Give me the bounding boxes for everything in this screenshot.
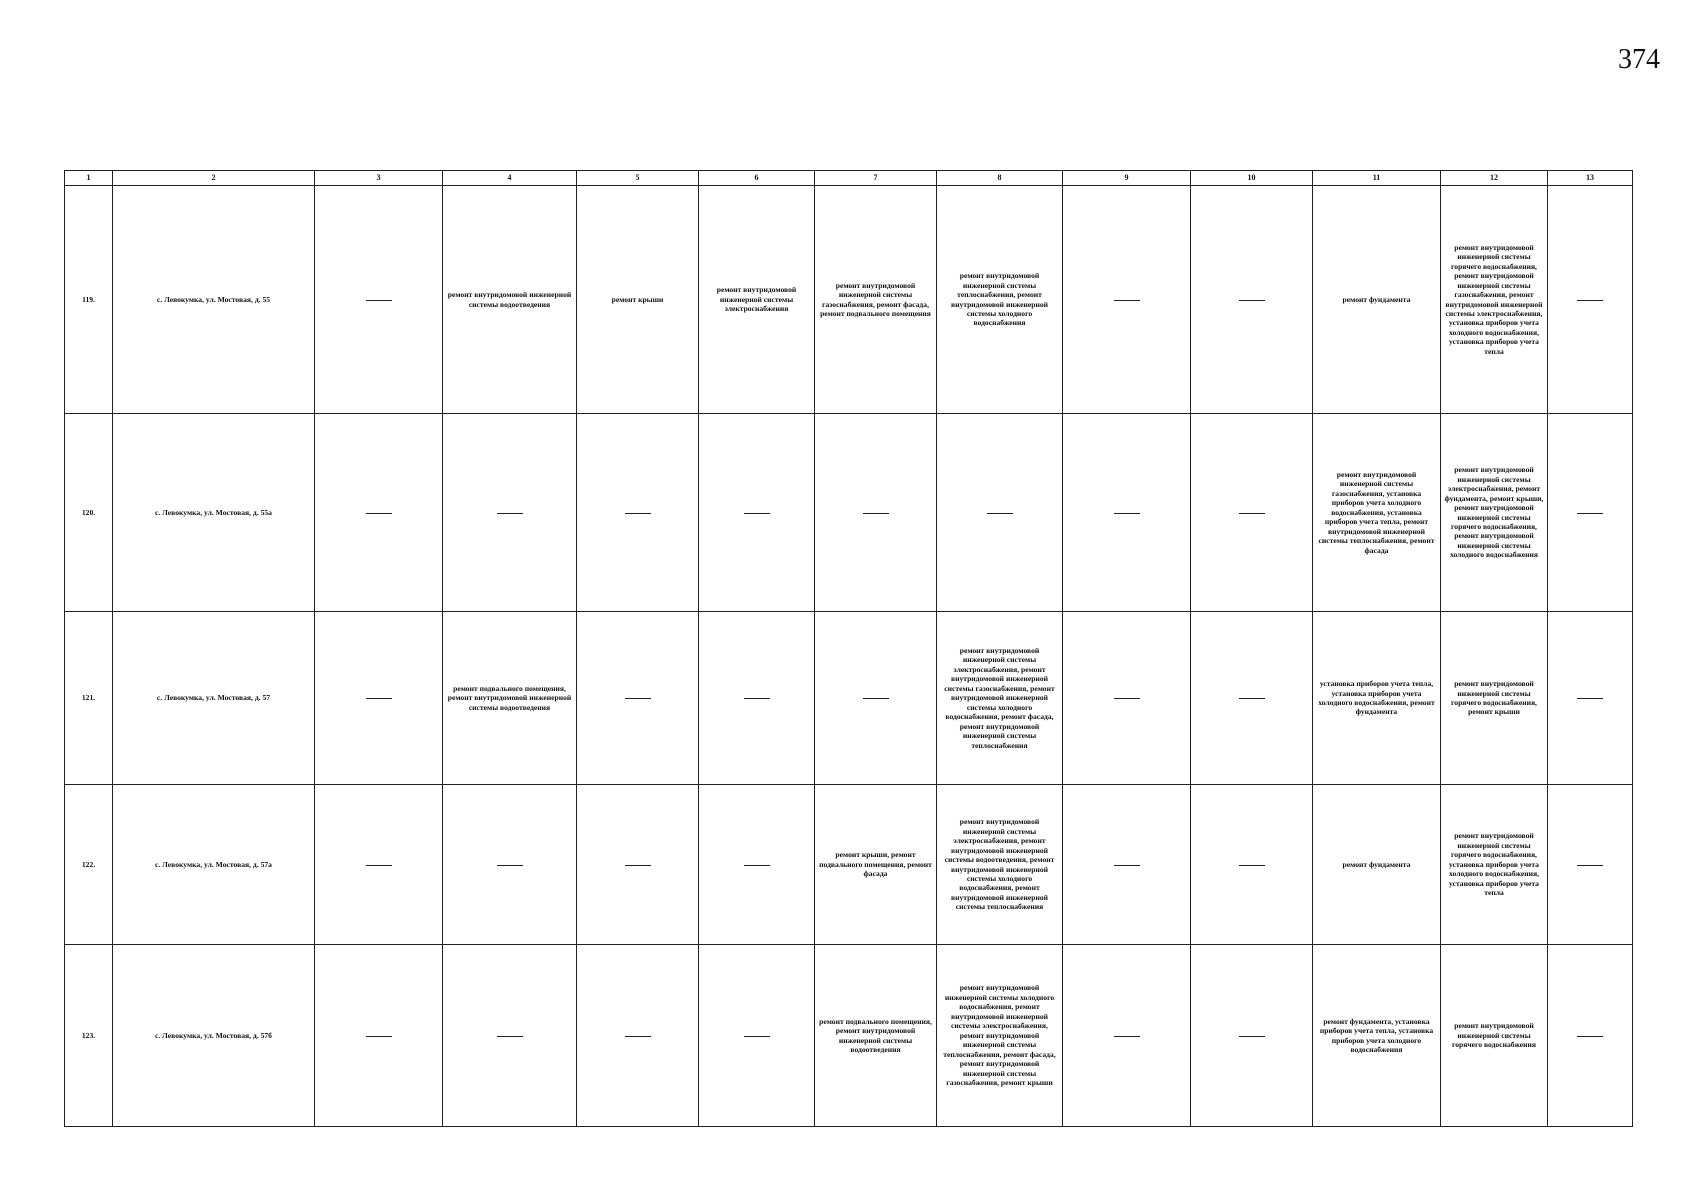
header-cell: 6 <box>699 171 815 186</box>
work-cell: ремонт внутридомовой инженерной системы электроснабжения, ремонт внутридомовой инженерной системы водоотведения, ремонт внутридомовой инженерной системы холодного водоснабжения, ремонт внутридомовой инженерной системы теплоснабжения <box>937 785 1063 945</box>
work-cell: ремонт внутридомовой инженерной системы водоотведения <box>443 186 577 414</box>
header-cell: 9 <box>1063 171 1191 186</box>
dash-mark <box>1577 1036 1603 1037</box>
row-address: с. Левокумка, ул. Мостовая, д. 55 <box>113 186 315 414</box>
dash-mark <box>366 300 392 301</box>
dash-mark <box>744 698 770 699</box>
empty-cell <box>699 414 815 612</box>
dash-mark <box>1577 865 1603 866</box>
dash-mark <box>744 1036 770 1037</box>
empty-cell <box>815 414 937 612</box>
row-address: с. Левокумка, ул. Мостовая, д. 55а <box>113 414 315 612</box>
dash-mark <box>497 1036 523 1037</box>
work-cell: ремонт внутридомовой инженерной системы горячего водоснабжения <box>1441 945 1548 1127</box>
work-cell: ремонт крыши <box>577 186 699 414</box>
empty-cell <box>1191 414 1313 612</box>
work-cell: ремонт подвального помещения, ремонт внутридомовой инженерной системы водоотведения <box>443 612 577 785</box>
dash-mark <box>497 865 523 866</box>
dash-mark <box>625 513 651 514</box>
dash-mark <box>1114 513 1140 514</box>
header-cell: 12 <box>1441 171 1548 186</box>
dash-mark <box>987 513 1013 514</box>
empty-cell <box>443 414 577 612</box>
dash-mark <box>863 698 889 699</box>
row-address: с. Левокумка, ул. Мостовая, д. 57б <box>113 945 315 1127</box>
empty-cell <box>699 945 815 1127</box>
dash-mark <box>1239 1036 1265 1037</box>
empty-cell <box>1548 186 1633 414</box>
work-cell: ремонт фундамента, установка приборов учета тепла, установка приборов учета холодного водоснабжения <box>1313 945 1441 1127</box>
empty-cell <box>315 945 443 1127</box>
empty-cell <box>1063 414 1191 612</box>
row-number: 121. <box>65 612 113 785</box>
empty-cell <box>1063 785 1191 945</box>
dash-mark <box>366 865 392 866</box>
dash-mark <box>1239 300 1265 301</box>
header-cell: 1 <box>65 171 113 186</box>
work-cell: ремонт внутридомовой инженерной системы газоснабжения, установка приборов учета холодного водоснабжения, установка приборов учета тепла, ремонт внутридомовой инженерной системы теплоснабжения, ремонт фасада <box>1313 414 1441 612</box>
table-row <box>65 186 1633 414</box>
dash-mark <box>366 513 392 514</box>
empty-cell <box>577 945 699 1127</box>
dash-mark <box>625 1036 651 1037</box>
empty-cell <box>315 612 443 785</box>
empty-cell <box>443 945 577 1127</box>
dash-mark <box>497 513 523 514</box>
dash-mark <box>1114 698 1140 699</box>
row-number: 120. <box>65 414 113 612</box>
empty-cell <box>315 186 443 414</box>
dash-mark <box>1239 513 1265 514</box>
dash-mark <box>1114 865 1140 866</box>
header-cell: 7 <box>815 171 937 186</box>
dash-mark <box>1577 300 1603 301</box>
dash-mark <box>1114 1036 1140 1037</box>
empty-cell <box>699 612 815 785</box>
dash-mark <box>744 513 770 514</box>
dash-mark <box>625 865 651 866</box>
header-cell: 11 <box>1313 171 1441 186</box>
row-number: 119. <box>65 186 113 414</box>
table-row <box>65 612 1633 785</box>
dash-mark <box>366 1036 392 1037</box>
header-cell: 4 <box>443 171 577 186</box>
empty-cell <box>1063 945 1191 1127</box>
work-cell: ремонт внутридомовой инженерной системы горячего водоснабжения, ремонт внутридомовой инженерной системы газоснабжения, ремонт внутридомовой инженерной системы электроснабжения, установка приборов учета холодного водоснабжения, установка приборов учета тепла <box>1441 186 1548 414</box>
empty-cell <box>1063 186 1191 414</box>
empty-cell <box>1548 612 1633 785</box>
table-row <box>65 414 1633 612</box>
work-cell: ремонт крыши, ремонт подвального помещения, ремонт фасада <box>815 785 937 945</box>
header-cell: 13 <box>1548 171 1633 186</box>
work-cell: ремонт внутридомовой инженерной системы теплоснабжения, ремонт внутридомовой инженерной системы холодного водоснабжения <box>937 186 1063 414</box>
dash-mark <box>744 865 770 866</box>
row-address: с. Левокумка, ул. Мостовая, д. 57а <box>113 785 315 945</box>
empty-cell <box>815 612 937 785</box>
empty-cell <box>1548 945 1633 1127</box>
work-cell: ремонт внутридомовой инженерной системы газоснабжения, ремонт фасада, ремонт подвального помещения <box>815 186 937 414</box>
page-number: 374 <box>1618 44 1660 75</box>
empty-cell <box>1191 945 1313 1127</box>
dash-mark <box>1239 698 1265 699</box>
row-address: с. Левокумка, ул. Мостовая, д. 57 <box>113 612 315 785</box>
empty-cell <box>1191 612 1313 785</box>
empty-cell <box>937 414 1063 612</box>
header-cell: 5 <box>577 171 699 186</box>
empty-cell <box>577 785 699 945</box>
work-cell: установка приборов учета тепла, установка приборов учета холодного водоснабжения, ремонт фундамента <box>1313 612 1441 785</box>
dash-mark <box>1577 698 1603 699</box>
dash-mark <box>863 513 889 514</box>
empty-cell <box>1063 612 1191 785</box>
work-cell: ремонт внутридомовой инженерной системы холодного водоснабжения, ремонт внутридомовой инженерной системы электроснабжения, ремонт внутридомовой инженерной системы теплоснабжения, ремонт фасада, ремонт внутридомовой инженерной системы газоснабжения, ремонт крыши <box>937 945 1063 1127</box>
row-number: 122. <box>65 785 113 945</box>
header-cell: 3 <box>315 171 443 186</box>
header-cell: 10 <box>1191 171 1313 186</box>
empty-cell <box>577 612 699 785</box>
header-cell: 2 <box>113 171 315 186</box>
empty-cell <box>315 785 443 945</box>
dash-mark <box>1114 300 1140 301</box>
empty-cell <box>1548 785 1633 945</box>
dash-mark <box>1577 513 1603 514</box>
empty-cell <box>577 414 699 612</box>
header-row <box>65 171 1633 186</box>
work-cell: ремонт внутридомовой инженерной системы горячего водоснабжения, установка приборов учета холодного водоснабжения, установка приборов учета тепла <box>1441 785 1548 945</box>
work-cell: ремонт подвального помещения, ремонт внутридомовой инженерной системы водоотведения <box>815 945 937 1127</box>
empty-cell <box>1191 186 1313 414</box>
work-cell: ремонт внутридомовой инженерной системы электроснабжения, ремонт внутридомовой инженерной системы газоснабжения, ремонт внутридомовой инженерной системы холодного водоснабжения, ремонт фасада, ремонт внутридомовой инженерной системы теплоснабжения <box>937 612 1063 785</box>
work-cell: ремонт фундамента <box>1313 186 1441 414</box>
repair-schedule-table <box>64 170 1633 1127</box>
work-cell: ремонт внутридомовой инженерной системы горячего водоснабжения, ремонт крыши <box>1441 612 1548 785</box>
dash-mark <box>1239 865 1265 866</box>
empty-cell <box>1191 785 1313 945</box>
table-row <box>65 785 1633 945</box>
header-cell: 8 <box>937 171 1063 186</box>
empty-cell <box>699 785 815 945</box>
empty-cell <box>315 414 443 612</box>
empty-cell <box>1548 414 1633 612</box>
dash-mark <box>366 698 392 699</box>
dash-mark <box>625 698 651 699</box>
work-cell: ремонт внутридомовой инженерной системы электроснабжения <box>699 186 815 414</box>
work-cell: ремонт внутридомовой инженерной системы электроснабжения, ремонт фундамента, ремонт крыши, ремонт внутридомовой инженерной системы горячего водоснабжения, ремонт внутридомовой инженерной системы холодного водоснабжения <box>1441 414 1548 612</box>
empty-cell <box>443 785 577 945</box>
row-number: 123. <box>65 945 113 1127</box>
table-row <box>65 945 1633 1127</box>
work-cell: ремонт фундамента <box>1313 785 1441 945</box>
